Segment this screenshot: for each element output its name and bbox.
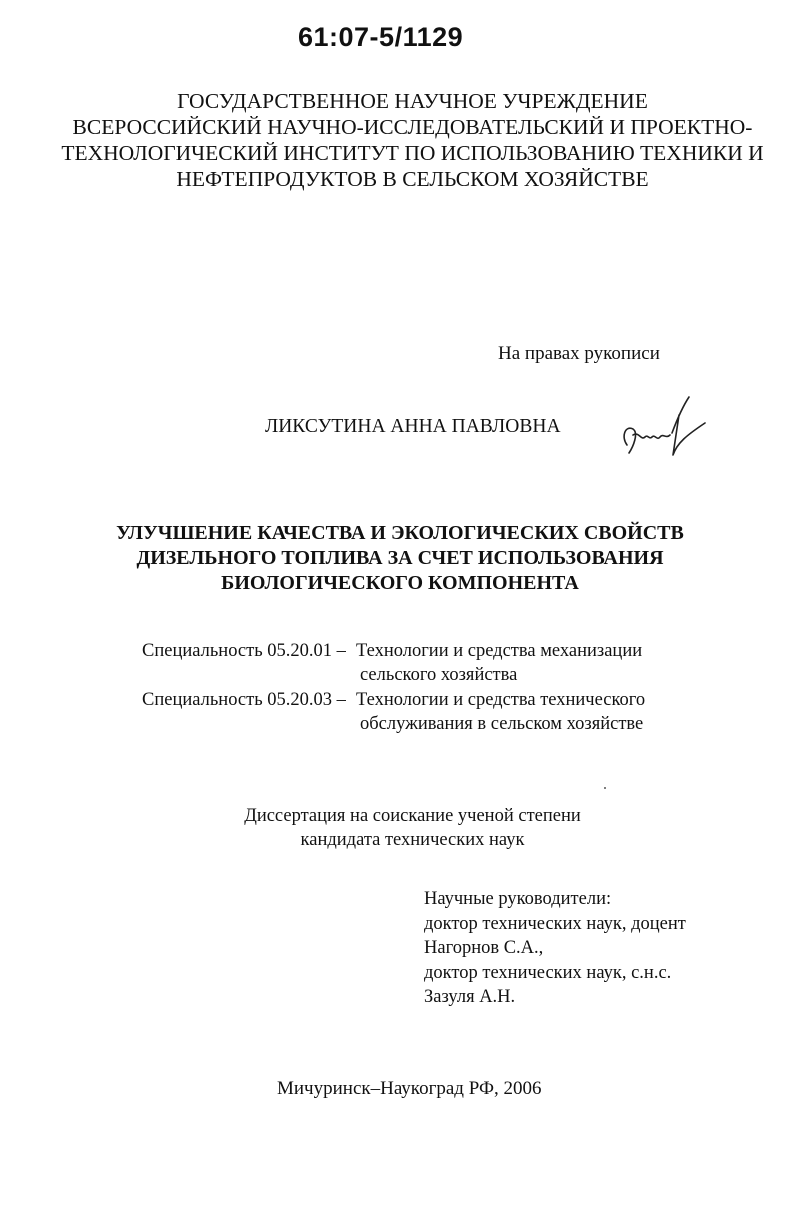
organization-line: ГОСУДАРСТВЕННОЕ НАУЧНОЕ УЧРЕЖДЕНИЕ — [177, 89, 648, 113]
author-name: ЛИКСУТИНА АННА ПАВЛОВНА — [265, 416, 561, 437]
title-line: БИОЛОГИЧЕСКОГО КОМПОНЕНТА — [221, 572, 579, 594]
advisor-line: доктор технических наук, доцент — [424, 913, 686, 934]
organization-line: НЕФТЕПРОДУКТОВ В СЕЛЬСКОМ ХОЗЯЙСТВЕ — [176, 167, 649, 191]
catalog-number: 61:07-5/1129 — [298, 22, 464, 52]
place-and-year: Мичуринск–Наукоград РФ, 2006 — [277, 1078, 542, 1099]
specialty-1-label: Специальность 05.20.01 – — [142, 641, 346, 661]
speck-mark — [604, 787, 606, 789]
specialty-1-name: Технологии и средства механизации — [356, 641, 643, 661]
specialty-2-name-cont: обслуживания в сельском хозяйстве — [360, 714, 644, 734]
author-signature — [615, 385, 715, 465]
scientific-advisors — [424, 887, 686, 1010]
rights-note: На правах рукописи — [498, 343, 660, 364]
organization-line: ВСЕРОССИЙСКИЙ НАУЧНО-ИССЛЕДОВАТЕЛЬСКИЙ И ПРОЕКТНО- — [72, 115, 753, 139]
title-line: УЛУЧШЕНИЕ КАЧЕСТВА И ЭКОЛОГИЧЕСКИХ СВОЙСТВ — [116, 522, 684, 544]
advisor-line: Зазуля А.Н. — [424, 987, 516, 1007]
degree-line: Диссертация на соискание ученой степени — [244, 806, 581, 826]
dissertation-title — [60, 521, 740, 596]
title-line: ДИЗЕЛЬНОГО ТОПЛИВА ЗА СЧЕТ ИСПОЛЬЗОВАНИЯ — [136, 547, 664, 569]
advisor-line: Нагорнов С.А., — [424, 938, 544, 958]
specialty-1-name-cont: сельского хозяйства — [360, 665, 518, 685]
degree-line: кандидата технических наук — [300, 830, 525, 850]
organization-header — [60, 88, 765, 192]
organization-line: ТЕХНОЛОГИЧЕСКИЙ ИНСТИТУТ ПО ИСПОЛЬЗОВАНИЮ ТЕХНИКИ И — [61, 141, 764, 165]
specialty-2-label: Специальность 05.20.03 – — [142, 690, 346, 710]
specialty-2-name: Технологии и средства технического — [356, 690, 646, 710]
dissertation-degree — [120, 804, 705, 852]
advisor-line: доктор технических наук, с.н.с. — [424, 962, 672, 983]
advisors-heading: Научные руководители: — [424, 889, 612, 909]
